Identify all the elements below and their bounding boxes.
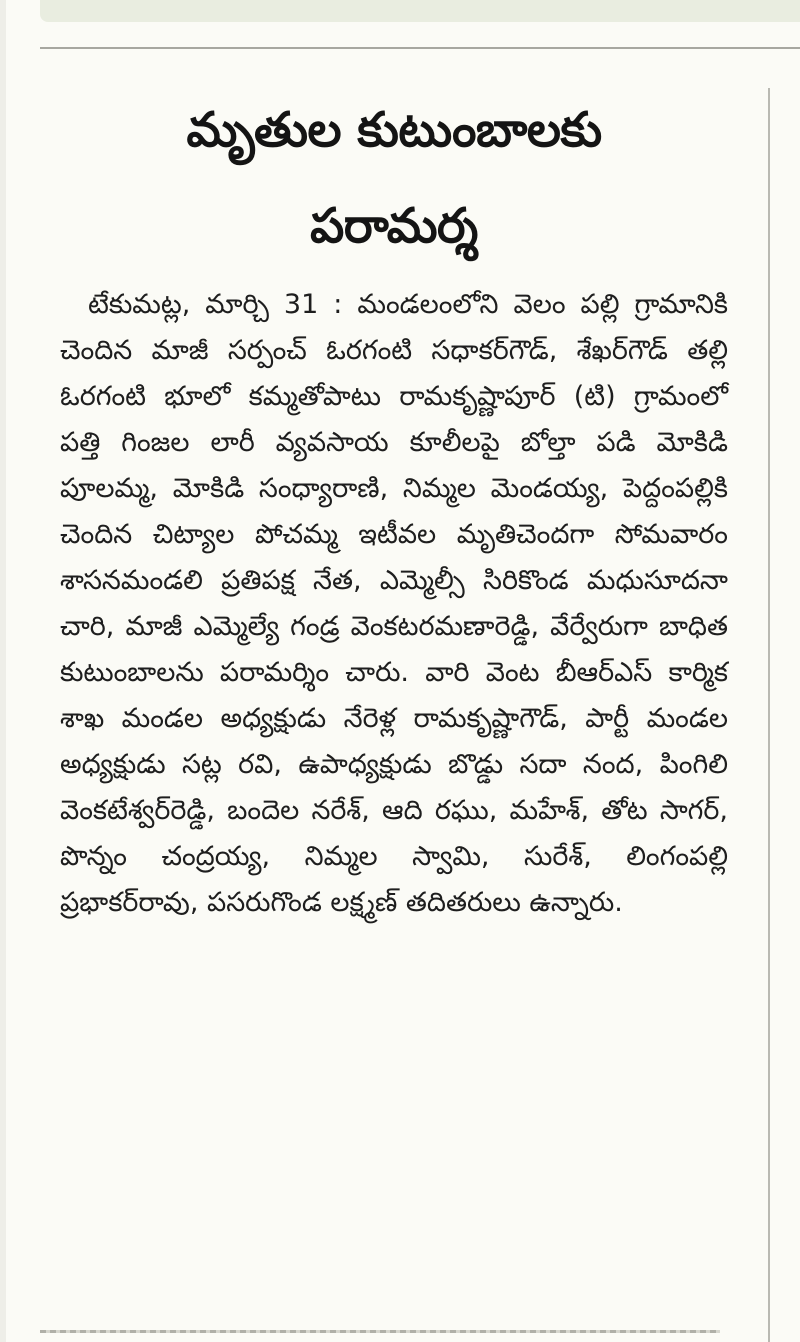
previous-article-band [40, 0, 800, 22]
headline-line-1: మృతుల కుటుంబాలకు [186, 102, 602, 158]
column-divider [768, 88, 770, 1342]
article-body: టేకుమట్ల, మార్చి 31 : మండలంలోని వెలం పల్లి గ్రామానికి చెందిన మాజీ సర్పంచ్ ఓరగంటి సధాకర్‌గౌడ్, శేఖర్‌గౌడ్ తల్లి ఓరగంటి భూలో కమ్మతోపాటు రామకృష్ణాపూర్ (టి) గ్రామంలో పత్తి గింజల లారీ వ్యవసాయ కూలీలపై బోల్తా పడి మోకిడి పూలమ్మ, మోకిడి సంధ్యారాణి, నిమ్మల మెండయ్య, పెద్దంపల్లికి చెందిన చిట్యాల పోచమ్మ ఇటీవల మృతిచెందగా సోమవారం శాసనమండలి ప్రతిపక్ష నేత, ఎమ్మెల్సీ సిరికొండ మధుసూదనా చారి, మాజీ ఎమ్మెల్యే గండ్ర వెంకటరమణారెడ్డి, వేర్వేరుగా బాధిత కుటుంబాలను పరామర్శిం చారు. వారి వెంట బీఆర్ఎస్ కార్మిక శాఖ మండల అధ్యక్షుడు నేరెళ్ల రామకృష్ణాగౌడ్, పార్టీ మండల అధ్యక్షుడు సట్ల రవి, ఉపాధ్యక్షుడు బొడ్డు సదా నంద, పింగిలి వెంకటేశ్వర్‌రెడ్డి, బందెల నరేశ్, ఆది రఘు, మహేశ్, తోట సాగర్, పొన్నం చంద్రయ్య, నిమ్మల స్వామి, సురేశ్, లింగంపల్లి ప్రభాకర్‌రావు, పసరుగొండ లక్ష్మణ్ తదితరులు ఉన్నారు. [60, 289, 728, 918]
page-left-edge [0, 0, 6, 1342]
bottom-divider [40, 1330, 720, 1333]
news-article [60, 82, 728, 926]
headline-line-2: పరామర్శ [310, 198, 478, 254]
article-headline [60, 82, 728, 274]
top-divider [40, 47, 800, 49]
